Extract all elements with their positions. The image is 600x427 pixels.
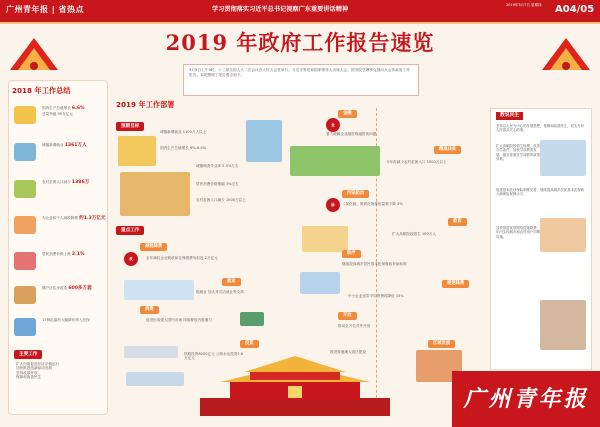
center-tag-finance: 金融 bbox=[338, 110, 357, 118]
key-work-section-tag: 重点工作 bbox=[116, 226, 144, 235]
center-tag-education: 教育 bbox=[448, 218, 467, 226]
coins-illustration bbox=[118, 136, 156, 166]
person-illustration bbox=[246, 120, 282, 162]
center-text: 推进粤港澳大湾区建设 bbox=[330, 350, 366, 354]
masthead-slogan: 学习贯彻落实习近平总书记视察广东重要讲话精神 bbox=[212, 6, 349, 13]
masthead-divider bbox=[0, 22, 600, 24]
center-tag-open: 开放 bbox=[338, 312, 357, 320]
train-illustration bbox=[124, 346, 178, 358]
stat-jobs: 城镇新增就业 1361万人 bbox=[14, 141, 108, 166]
fan-decoration-icon bbox=[6, 30, 62, 74]
work-tag-consume: 消费 bbox=[140, 306, 159, 314]
hospital-photo bbox=[540, 218, 586, 252]
crowd-photo bbox=[540, 300, 586, 350]
stat-cpi: 居民消费价格上涨 2.1% bbox=[14, 250, 108, 275]
goal-section-tag: 预期目标 bbox=[116, 122, 144, 131]
stat-housing: 棚户区住房改造 600多万套 bbox=[14, 284, 108, 309]
stamp-icon: 绿 bbox=[326, 198, 340, 212]
center-tag-speed: 提速降费 bbox=[442, 280, 469, 288]
intro-text: 3月5日上午9时，十三届全国人大二次会议在人民大会堂举行。习近平等党和国家领导人出席大会。国务院总理李克强向大会作政府工作报告。本报整理了报告要点如下。 bbox=[183, 64, 419, 96]
ship-illustration bbox=[126, 372, 184, 386]
work-tag-jobs: 就业 bbox=[222, 278, 241, 286]
work-text: 稳就业 加大对灵活就业等支持 bbox=[196, 290, 244, 294]
page-title: 2019 年政府工作报告速览 bbox=[165, 30, 435, 55]
livelihood-paragraph: 促进基本医疗保险制度完善，继续提高城乡居民基本医保和大病保险保障水平。 bbox=[496, 188, 585, 197]
summary-2018-title: 2018 年工作总结 bbox=[12, 86, 71, 95]
worker-icon bbox=[14, 143, 36, 161]
coins-icon bbox=[14, 106, 36, 124]
center-text: 今年再减少农村贫困人口 1000万以上 bbox=[386, 160, 447, 164]
center-text: 中小企业宽带平均资费再降低 15% bbox=[348, 294, 404, 298]
house-icon bbox=[14, 286, 36, 304]
stat-tax: 为企业和个人减税降费 约1.3万亿元 bbox=[14, 214, 108, 239]
livelihood-paragraph: 坚持以人民为中心的发展思想，保障和改善民生，切实办好人民群众关心的事。 bbox=[496, 124, 585, 133]
center-tag-region: 区域发展 bbox=[428, 340, 455, 348]
center-text: 扩大高职院校招生 100万人 bbox=[392, 232, 436, 236]
main-work-label: 主要工作 bbox=[14, 350, 42, 359]
classroom-photo bbox=[540, 140, 586, 176]
livelihood-paragraph: 扩大高职院校招生规模，改善办学条件，加快学前教育发展，健全普惠性学前教育政策体系。 bbox=[496, 144, 541, 161]
work-tag-invest: 投资 bbox=[240, 340, 259, 348]
page-number: A04/05 bbox=[555, 4, 595, 15]
stat-medicine: 17种抗癌药大幅降价纳入医保 bbox=[14, 316, 108, 341]
stamp-icon: 政 bbox=[124, 252, 138, 266]
goal-line: 城镇新增就业 1100万人以上 bbox=[160, 130, 207, 134]
pill-icon bbox=[14, 318, 36, 336]
students-illustration bbox=[302, 226, 348, 252]
livelihood-paragraph: 加快推进宽带网络提速降费，年内实现城市和农村用户同网同速。 bbox=[496, 226, 541, 239]
stat-gdp: 国内生产总值增长 6.6% 总量突破 90万亿元 bbox=[14, 104, 108, 129]
center-text: 推动全方位对外开放 bbox=[338, 324, 371, 328]
center-tag-poverty: 精准扶贫 bbox=[434, 146, 461, 154]
center-text: 着力缓解企业融资难融资贵问题 bbox=[326, 132, 377, 136]
plan-2019-title: 2019 年工作部署 bbox=[116, 100, 175, 109]
stamp-icon: 金 bbox=[326, 118, 340, 132]
goal-line: 城镇调查失业率 5.5%左右 bbox=[196, 164, 239, 168]
center-text: 二氧化硫、氮氧化物排放量要下降 3% bbox=[342, 202, 403, 206]
goal-line: 国内生产总值增长 6%-6.5% bbox=[160, 146, 207, 150]
brand-logo: 广州青年报 | 省热点 bbox=[6, 5, 84, 14]
stat-poverty: 农村贫困人口减少 1386万 bbox=[14, 178, 108, 203]
main-work-list: 扩大内需促进经济平稳运行 加快推进创新驱动发展 坚持改革开放 保障和改善民生 bbox=[16, 362, 60, 380]
center-tag-pollution: 污染防治 bbox=[342, 190, 369, 198]
masthead bbox=[0, 0, 600, 22]
center-text: 继续提高城乡居民基本医保财政补助标准 bbox=[342, 262, 407, 266]
village-icon bbox=[14, 180, 36, 198]
work-text: 铁路投资8000亿元 公路水运投资1.8万亿元 bbox=[184, 352, 244, 361]
work-text: 全年减轻企业税收和社保缴费负担近 2万亿元 bbox=[146, 256, 218, 260]
farm-photo bbox=[290, 146, 380, 176]
goal-line: 居民消费价格涨幅 3%左右 bbox=[196, 182, 239, 186]
goal-line: 农村贫困人口减少 1000万以上 bbox=[196, 198, 246, 202]
footer-brand-logo: 广州青年报 bbox=[452, 371, 600, 427]
work-tag-tax: 减税降费 bbox=[140, 243, 167, 251]
car-illustration bbox=[240, 312, 264, 326]
work-text: 促进形成强大国内市场 持续释放内需潜力 bbox=[146, 318, 212, 322]
masthead-date: 2019年3月7日 星期四 bbox=[506, 3, 542, 7]
fan-decoration-icon bbox=[538, 30, 594, 74]
price-icon bbox=[14, 252, 36, 270]
market-photo bbox=[120, 172, 190, 216]
livelihood-title: 数说民生 bbox=[496, 112, 523, 120]
phone-illustration bbox=[300, 272, 340, 294]
tiananmen-illustration bbox=[200, 350, 390, 416]
center-tag-medical: 医疗 bbox=[342, 250, 361, 258]
people-illustration bbox=[124, 280, 194, 300]
tax-icon bbox=[14, 216, 36, 234]
